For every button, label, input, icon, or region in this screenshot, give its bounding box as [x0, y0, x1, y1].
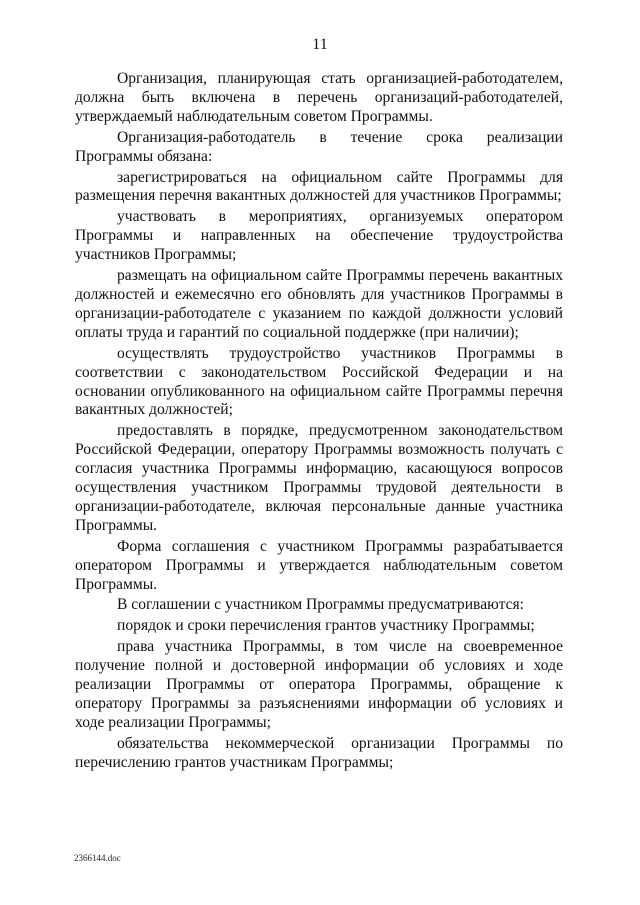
paragraph: обязательства некоммерческой организации Программы по перечислению грантов участникам Программы;: [75, 734, 563, 771]
document-body: [75, 70, 563, 775]
paragraph: Форма соглашения с участником Программы разрабатывается оператором Программы и утверждается наблюдательным советом Программы.: [75, 537, 563, 593]
paragraph: Организация-работодатель в течение срока реализации Программы обязана:: [75, 128, 563, 165]
paragraph: осуществлять трудоустройство участников Программы в соответствии с законодательством Российской Федерации и на основании опубликованного на официальном сайте Программы перечня вакантных должностей;: [75, 344, 563, 419]
paragraph: участвовать в мероприятиях, организуемых оператором Программы и направленных на обеспечение трудоустройства участников Программы;: [75, 208, 563, 264]
file-code: 2366144.doc: [74, 853, 121, 863]
paragraph: Организация, планирующая стать организацией-работодателем, должна быть включена в перечень организаций-работодателей, утверждаемый наблюдательным советом Программы.: [75, 70, 563, 125]
paragraph: порядок и сроки перечисления грантов участнику Программы;: [117, 617, 535, 635]
paragraph: В соглашении с участником Программы предусматриваются:: [117, 596, 525, 614]
page-number: 11: [312, 36, 328, 53]
paragraph: размещать на официальном сайте Программы перечень вакантных должностей и ежемесячно его обновлять для участников Программы в организации-работодателе с указанием по каждой должности условий оплаты труда и гарантий по социальной поддержке (при наличии);: [75, 267, 563, 341]
paragraph: права участника Программы, в том числе на своевременное получение полной и достоверной информации об условиях и ходе реализации Программы от оператора Программы, обращение к оператору Программы за разъяснениями информации об условиях и ходе реализации Программы;: [75, 638, 563, 731]
paragraph: зарегистрироваться на официальном сайте Программы для размещения перечня вакантных должностей для участников Программы;: [75, 168, 563, 205]
paragraph: предоставлять в порядке, предусмотренном законодательством Российской Федерации, оператору Программы возможность получать с согласия участника Программы информацию, касающуюся вопросов осуществления участником Программы трудовой деятельности в организации-работодателе, включая персональные данные участника Программы.: [75, 422, 563, 534]
